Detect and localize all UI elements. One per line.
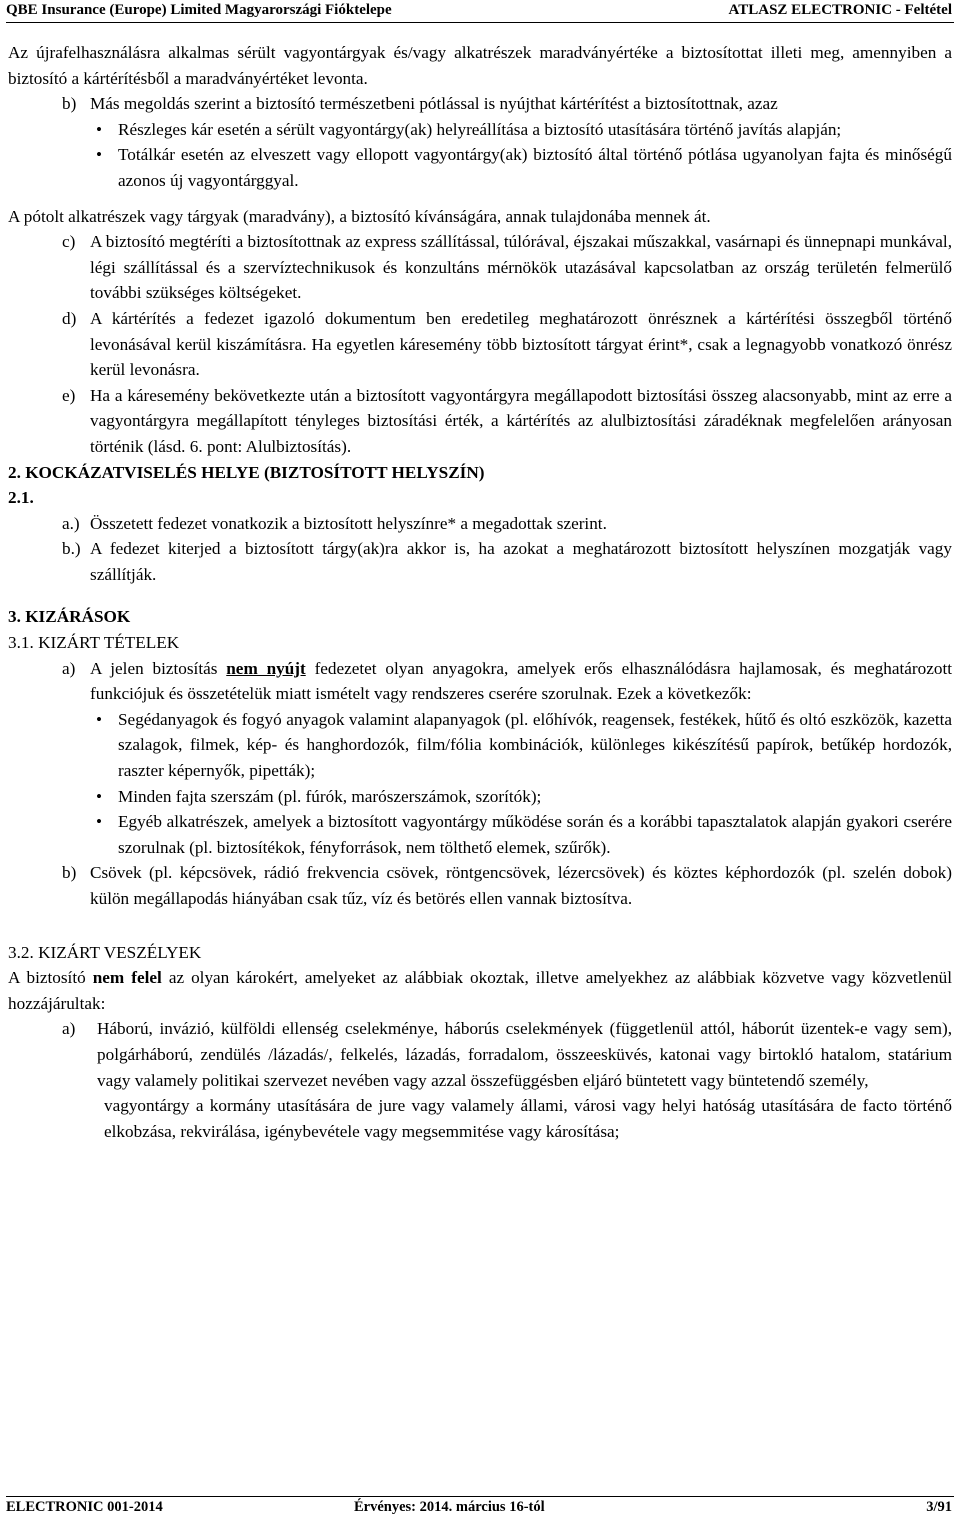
bullet-text: Egyéb alkatrészek, amelyek a biztosított vagyontárgy működése során és a korábbi tapasztalatok alapján gyakori cserére szorulnak (pl. biztosítékok, fényforrások, nem tölthető elemek, szűrők). [118,812,952,857]
item-text: A biztosító megtéríti a biztosítottnak az express szállítással, túlórával, éjszakai műszakkal, vasárnapi és ünnepnapi munkával, légi szállítással és a szervíztechnikusok és konzultáns mérnökök utazásával kapcsolatban az ország területén felmerülő további szükséges költségeket. [90,232,952,303]
bullet-text: Részleges kár esetén a sérült vagyontárgy(ak) helyreállítása a biztosító utasítására történő javítás alapján; [118,119,842,139]
page-number: 3/91 [926,1499,952,1515]
list-item-3-2-a-continuation: vagyontárgy a kormány utasítására de jure vagy valamely állami, városi vagy helyi hatóság utasítására de facto történő elkobzása, rekvirálása, igénybevétele vagy megsemmitése vagy károsítása; [104,1096,952,1141]
bullet-item [8,784,952,810]
header-document-title: ATLASZ ELECTRONIC - Feltétel [728,2,952,18]
item-text: Csövek (pl. képcsövek, rádió frekvencia csövek, röntgencsövek, lézercsövek) és köztes képhordozók (pl. szelén dobok) külön megállapodás hiányában csak tűz, víz és betörés ellen vannak biztosítva. [90,863,952,908]
list-item-3-2-a [8,1016,952,1093]
item-text: A kártérítés a fedezet igazoló dokumentum ben eredetileg meghatározott önrésznek a kártérítési összegből történő levonásával kerül kiszámításra. Ha egyetlen káresemény több biztosított tárgyat érint*, csak a legnagyobb vonatkozó önrész kerül levonásra. [90,308,952,380]
bullet-item [8,142,952,193]
bullet-icon: • [96,786,103,806]
list-item-2-1-b [8,536,952,587]
bullet-item [8,117,952,143]
item-text: Ha a káresemény bekövetkezte után a biztosított vagyontárgyra megállapodott biztosítási összeg alacsonyabb, mint az erre a vagyontárgyra megállapított tényleges biztosítási érték, a kártérítés az alulbiztosítási záradéknak megfelelően arányosan történik (lásd. 6. pont: Alulbiztosítás). [90,385,952,456]
item-label: c) [62,232,76,252]
bullet-text: Minden fajta szerszám (pl. fúrók, marószerszámok, szorítók); [118,786,542,806]
paragraph-intro: Az újrafelhasználásra alkalmas sérült vagyontárgyak és/vagy alkatrészek maradványértéke a biztosítottat illeti meg, amennyiben a biztosító a kártérítésből a maradványértéket levonta. [8,43,952,88]
item-label: b.) [62,539,81,559]
list-item-e [8,383,952,460]
bullet-icon: • [96,812,103,832]
item-label: e) [62,385,76,405]
section-heading-2: 2. KOCKÁZATVISELÉS HELYE (BIZTOSÍTOTT HELYSZÍN) [8,462,485,482]
list-item-c [8,229,952,306]
paragraph-excluded-perils [8,965,952,1016]
page-header [6,0,954,23]
bullet-item [8,707,952,784]
bullet-icon: • [96,119,103,139]
list-item-d [8,306,952,383]
emphasis-text: nem felel [92,968,162,988]
list-item-3-1-a [8,656,952,707]
item-label: d) [62,308,77,328]
item-text [90,659,952,704]
subsection-heading-2-1: 2.1. [8,488,34,508]
item-text: A fedezet kiterjed a biztosított tárgy(ak)ra akkor is, ha azokat a meghatározott biztosított helyszínen mozgatják vagy szállítják. [90,539,952,584]
paragraph-rest: az olyan károkért, amelyeket az alábbiak okoztak, illetve amelyekhez az alábbiak közvetve vagy közvetlenül hozzájárultak: [8,968,952,1013]
subsection-heading-3-1: 3.1. KIZÁRT TÉTELEK [8,633,180,653]
item-label: a.) [62,513,80,533]
item-label: a) [62,1019,76,1039]
page-footer [6,1496,954,1517]
paragraph-replaced-parts: A pótolt alkatrészek vagy tárgyak (maradvány), a biztosító kívánságára, annak tulajdonába mennek át. [8,206,711,226]
item-label: a) [62,658,76,678]
emphasis-text: nem nyújt [226,658,306,678]
paragraph-lead: A biztosító [8,968,86,988]
bullet-icon: • [96,709,103,729]
bullet-item [8,809,952,860]
item-text: Összetett fedezet vonatkozik a biztosított helyszínre* a megadottak szerint. [90,513,607,533]
item-text-rest: fedezetet olyan anyagokra, amelyek erős elhasználódásra hajlamosak, és meghatározott funkciójuk és összetételük miatt ismételt vagy rendszeres cserére szorulnak. Ezek a következők: [90,658,953,704]
item-label: b) [62,94,77,114]
item-label: b) [62,863,77,883]
footer-validity: Érvényes: 2014. március 16-tól [354,1499,545,1515]
header-company: QBE Insurance (Europe) Limited Magyarországi Fióktelepe [6,2,392,18]
list-item-2-1-a [8,511,952,537]
page-content [8,40,952,1144]
list-item-3-1-b [8,860,952,911]
footer-document-code: ELECTRONIC 001-2014 [6,1499,163,1515]
section-heading-3: 3. KIZÁRÁSOK [8,607,131,627]
bullet-text: Segédanyagok és fogyó anyagok valamint alapanyagok (pl. előhívók, reagensek, festékek, hűtő és oltó eszközök, kazetta szalagok, filmek, kép- és hanghordozók, film/fólia kombinációk, különleges kikészítésű papírok, betűkép hordozók, raszter képernyők, pipetták); [118,709,952,781]
item-text: Háború, invázió, külföldi ellenség cselekménye, háborús cselekmények (függetlenül attól, háborút üzentek-e vagy sem), polgárháború, zendülés /lázadás/, felkelés, lázadás, forradalom, összeesküvés, katonai vagy birtokló hatalom, statárium vagy valamely politikai szervezet nevében vagy azzal összefüggésben eljáró büntetett vagy büntetendő személy, [97,1019,952,1090]
bullet-text: Totálkár esetén az elveszett vagy ellopott vagyontárgy(ak) biztosító által történő pótlása ugyanolyan fajta és minőségű azonos új vagyontárggyal. [118,145,952,190]
item-text-lead: A jelen biztosítás [90,658,218,678]
bullet-icon: • [96,145,103,165]
item-text: Más megoldás szerint a biztosító természetbeni pótlással is nyújthat kártérítést a biztosítottnak, azaz [90,94,778,114]
subsection-heading-3-2: 3.2. KIZÁRT VESZÉLYEK [8,942,202,962]
list-item-b [8,91,952,117]
